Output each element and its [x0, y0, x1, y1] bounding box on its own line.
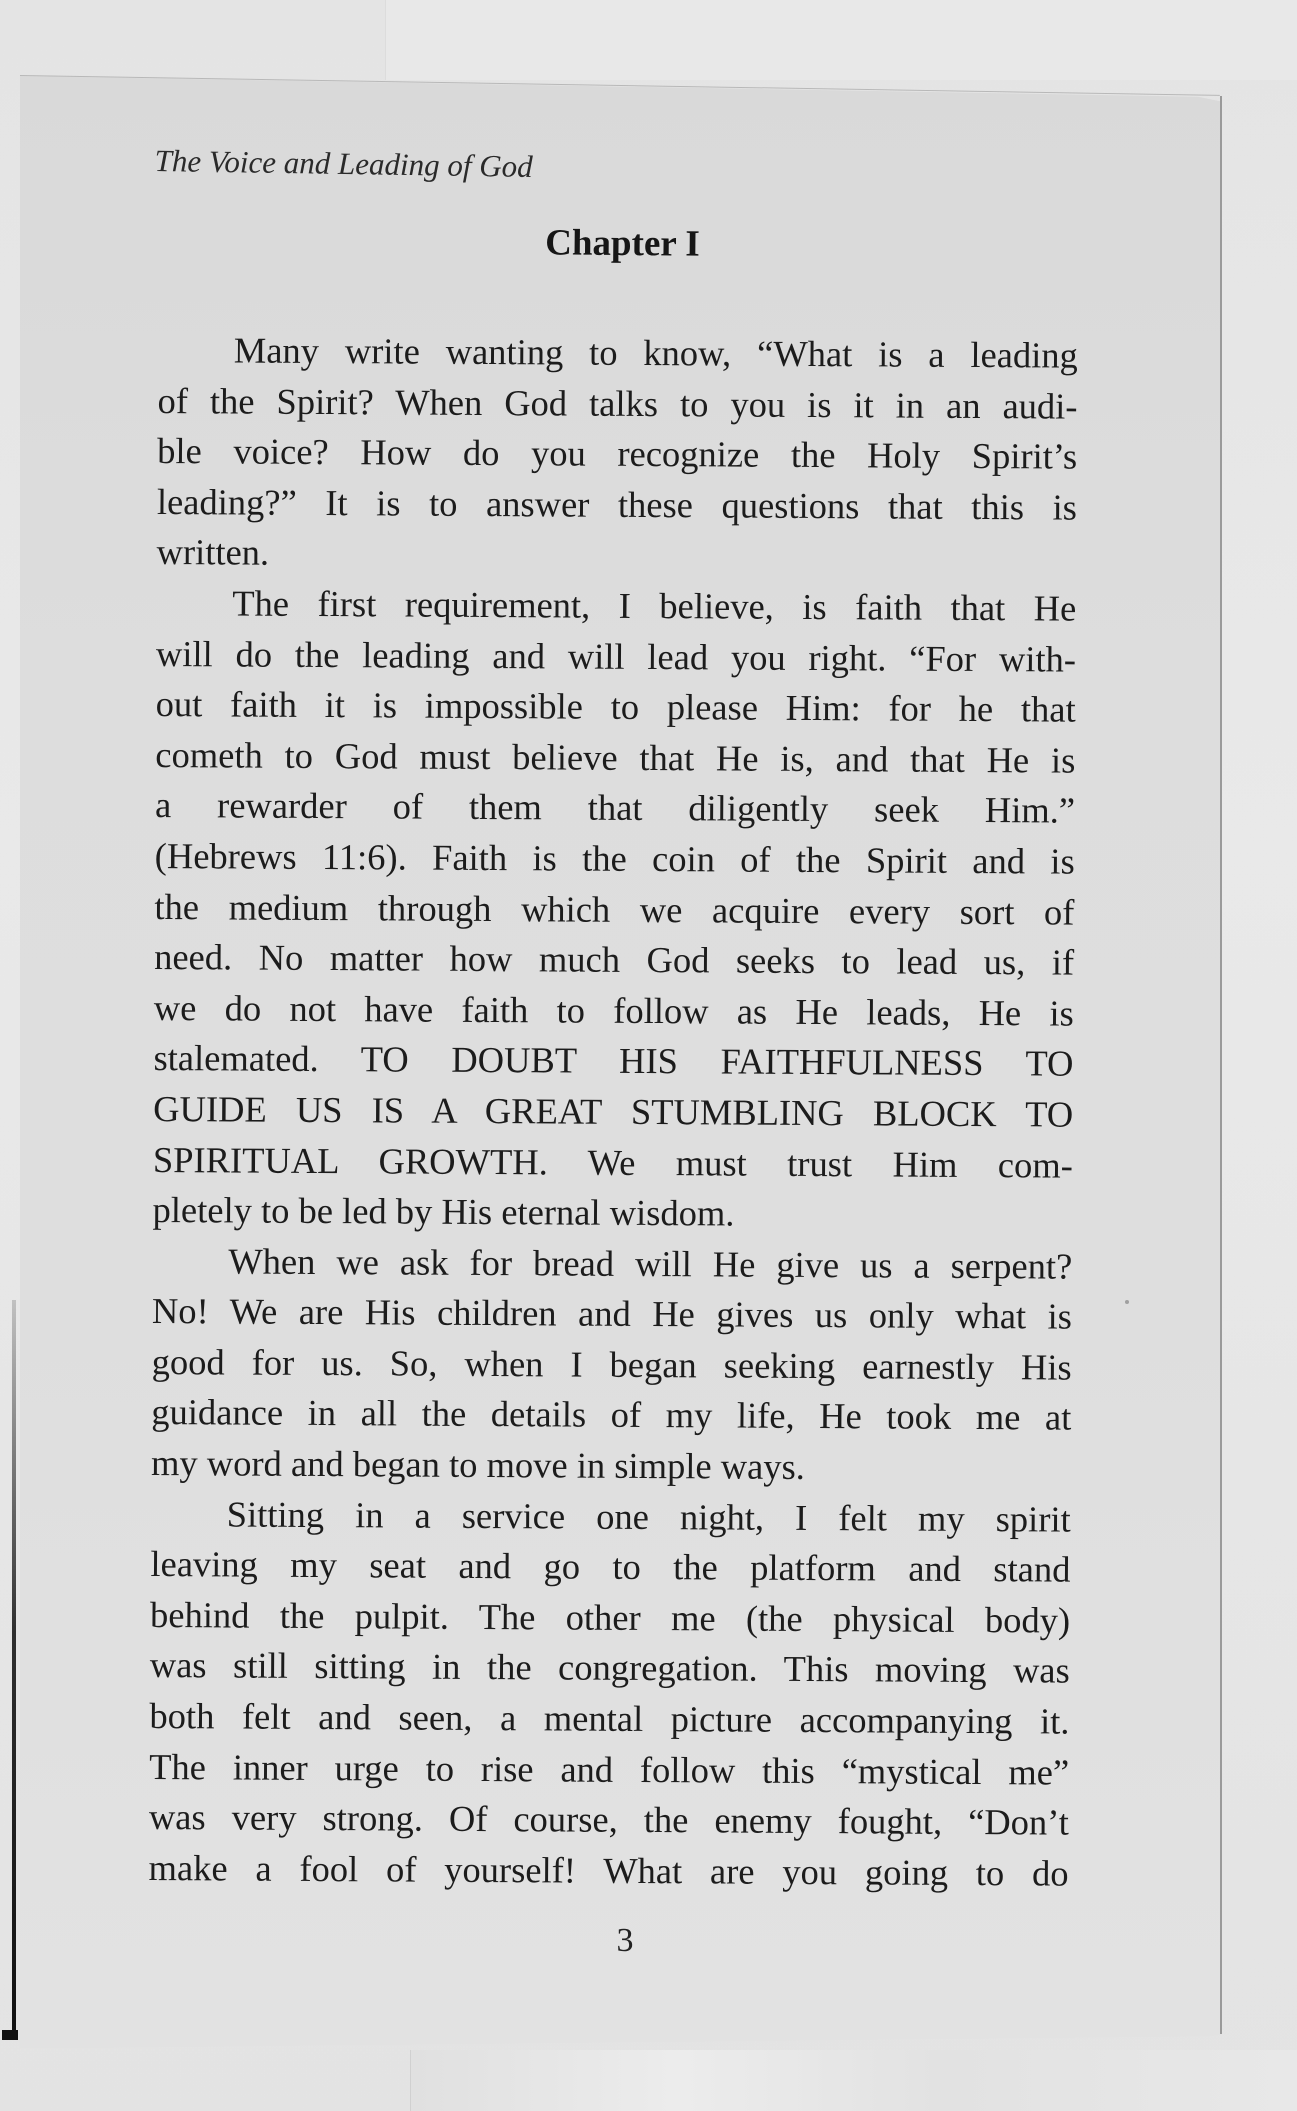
paper-speck: [1125, 1300, 1129, 1304]
text-line: SPIRITUAL GROWTH. We must trust Him com-: [152, 1138, 1074, 1186]
text-line: cometh to God must believe that He is, and that He is: [155, 733, 1076, 781]
text-line: The first requirement, I believe, is faith that He: [232, 582, 1077, 629]
text-line: was very strong. Of course, the enemy fought, “Don’t: [148, 1796, 1069, 1843]
text-line: of the Spirit? When God talks to you is it in an audi-: [157, 379, 1078, 427]
text-line: was still sitting in the congregation. This moving was: [149, 1644, 1070, 1692]
text-line: No! We are His children and He gives us only what is: [151, 1290, 1073, 1337]
page-right-edge: [1220, 96, 1222, 2034]
text-line: written.: [156, 531, 270, 574]
text-line: When we ask for bread will He give us a serpent?: [228, 1240, 1073, 1287]
background-surface-top: [385, 0, 1297, 80]
paragraph-1: [156, 325, 1078, 584]
text-line: make a fool of yourself! What are you going to do: [148, 1846, 1069, 1894]
text-line: a rewarder of them that diligently seek Him.”: [154, 784, 1076, 831]
text-line: stalemated. TO DOUBT HIS FAITHFULNESS TO: [153, 1037, 1074, 1084]
text-line: GUIDE US IS A GREAT STUMBLING BLOCK TO: [153, 1087, 1074, 1135]
text-line: behind the pulpit. The other me (the physical body): [149, 1593, 1071, 1641]
text-line: my word and began to move in simple ways.: [150, 1442, 806, 1488]
text-line: Sitting in a service one night, I felt my spirit: [226, 1493, 1071, 1540]
chapter-title: Chapter I: [545, 222, 700, 265]
text-line: good for us. So, when I began seeking earnestly His: [151, 1340, 1072, 1388]
text-line: need. No matter how much God seeks to lead us, if: [154, 936, 1075, 983]
text-line: both felt and seen, a mental picture accompanying it.: [149, 1695, 1070, 1742]
page-number: 3: [616, 1922, 634, 1959]
body-text: [148, 325, 1078, 1899]
text-line: The inner urge to rise and follow this “mystical me”: [149, 1745, 1070, 1793]
text-line: leading?” It is to answer these questions that this is: [156, 480, 1078, 528]
paragraph-4: [148, 1489, 1070, 1899]
text-line: Many write wanting to know, “What is a leading: [233, 329, 1078, 376]
text-line: ble voice? How do you recognize the Holy Spirit’s: [157, 430, 1078, 477]
running-head: The Voice and Leading of God: [154, 143, 533, 184]
background-surface-bottom: [410, 2050, 1297, 2111]
paragraph-2: [152, 578, 1076, 1241]
text-line: out faith it is impossible to please Him: for he that: [155, 683, 1076, 730]
text-line: pletely to be led by His eternal wisdom.: [152, 1189, 735, 1234]
text-line: guidance in all the details of my life, He took me at: [151, 1391, 1072, 1439]
text-line: will do the leading and will lead you right. “For with-: [155, 632, 1077, 680]
book-spine-foot: [2, 2030, 18, 2040]
text-line: leaving my seat and go to the platform and stand: [150, 1543, 1071, 1590]
text-line: the medium through which we acquire every sort of: [154, 885, 1075, 933]
text-line: we do not have faith to follow as He leads, He is: [153, 986, 1074, 1034]
paragraph-3: [151, 1236, 1073, 1495]
text-line: (Hebrews 11:6). Faith is the coin of the Spirit and is: [154, 834, 1075, 882]
